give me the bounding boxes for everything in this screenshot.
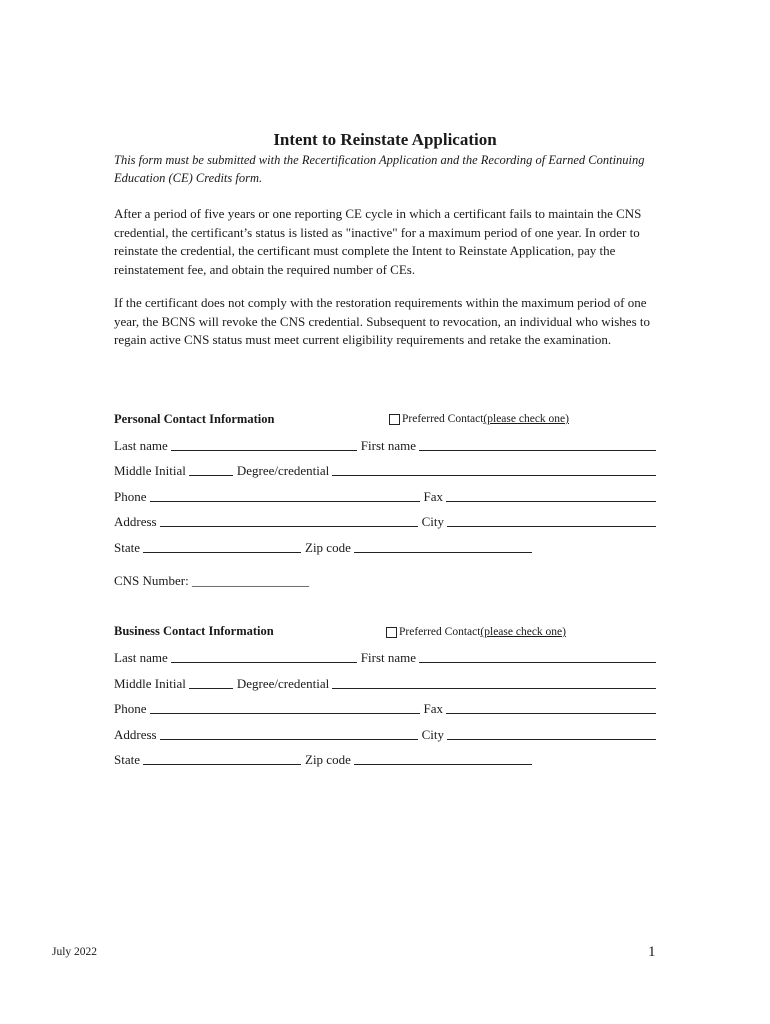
- personal-phone-field[interactable]: [150, 489, 420, 502]
- business-last-name-field[interactable]: [171, 650, 357, 663]
- middle-initial-label: Middle Initial: [114, 463, 186, 478]
- personal-zip-field[interactable]: [354, 540, 532, 553]
- preferred-label: Preferred Contact: [402, 413, 484, 425]
- personal-preferred-checkbox[interactable]: [389, 414, 400, 425]
- business-state-field[interactable]: [143, 752, 301, 765]
- fax-label: Fax: [423, 489, 443, 504]
- city-label: City: [421, 727, 445, 742]
- business-preferred-contact[interactable]: [386, 626, 566, 638]
- personal-address-row: [114, 512, 656, 530]
- phone-label: Phone: [114, 701, 147, 716]
- business-fax-field[interactable]: [446, 701, 656, 714]
- city-label: City: [421, 514, 445, 529]
- business-middle-row: [114, 674, 656, 692]
- personal-preferred-contact[interactable]: [389, 413, 569, 425]
- degree-label: Degree/credential: [236, 463, 330, 478]
- personal-phone-row: [114, 487, 656, 505]
- personal-state-row: [114, 538, 544, 556]
- paragraph-revocation: If the certificant does not comply with the restoration requirements within the maximum period of one year, the BCNS will revoke the CNS credential. Subsequent to revocation, an individual who wishes to regain active CNS status must meet current eligibility requirements and retake the examination.: [114, 295, 650, 347]
- first-name-label: First name: [360, 650, 417, 665]
- footer-date: July 2022: [52, 946, 98, 958]
- zip-label: Zip code: [305, 540, 351, 555]
- business-address-field[interactable]: [160, 727, 418, 740]
- business-preferred-checkbox[interactable]: [386, 627, 397, 638]
- personal-degree-field[interactable]: [332, 463, 656, 476]
- business-first-name-field[interactable]: [419, 650, 656, 663]
- personal-last-name-field[interactable]: [171, 438, 357, 451]
- zip-label: Zip code: [305, 752, 351, 767]
- business-degree-field[interactable]: [332, 676, 656, 689]
- address-label: Address: [114, 727, 157, 742]
- business-address-row: [114, 725, 656, 743]
- state-label: State: [114, 752, 140, 767]
- middle-initial-label: Middle Initial: [114, 676, 186, 691]
- degree-label: Degree/credential: [236, 676, 330, 691]
- business-name-row: [114, 648, 656, 666]
- business-state-row: [114, 750, 544, 768]
- cns-number-field[interactable]: CNS Number: __________________: [114, 573, 309, 588]
- business-heading: Business Contact Information: [114, 624, 274, 638]
- state-label: State: [114, 540, 140, 555]
- business-zip-field[interactable]: [354, 752, 532, 765]
- personal-state-field[interactable]: [143, 540, 301, 553]
- personal-address-field[interactable]: [160, 514, 418, 527]
- address-label: Address: [114, 514, 157, 529]
- paragraph-inactive-status: After a period of five years or one reporting CE cycle in which a certificant fails to maintain the CNS credential, the certificant’s status is listed as "inactive" for a maximum period of one year. In order to reinstate the credential, the certificant must complete the Intent to Reinstate Application, pay the reinstatement fee, and obtain the required number of CEs.: [114, 206, 642, 277]
- preferred-label: Preferred Contact: [399, 626, 481, 638]
- first-name-label: First name: [360, 438, 417, 453]
- business-city-field[interactable]: [447, 727, 656, 740]
- page-title: Intent to Reinstate Application: [273, 130, 497, 149]
- last-name-label: Last name: [114, 650, 168, 665]
- business-phone-field[interactable]: [150, 701, 420, 714]
- personal-first-name-field[interactable]: [419, 438, 656, 451]
- business-middle-initial-field[interactable]: [189, 676, 233, 689]
- check-one-hint: (please check one): [480, 626, 566, 638]
- personal-name-row: [114, 436, 656, 454]
- intro-text: This form must be submitted with the Recertification Application and the Recording of Earned Continuing Education (CE) Credits form.: [114, 153, 645, 185]
- personal-fax-field[interactable]: [446, 489, 656, 502]
- personal-middle-initial-field[interactable]: [189, 463, 233, 476]
- fax-label: Fax: [423, 701, 443, 716]
- check-one-hint: (please check one): [483, 413, 569, 425]
- last-name-label: Last name: [114, 438, 168, 453]
- phone-label: Phone: [114, 489, 147, 504]
- personal-middle-row: [114, 461, 656, 479]
- page-number: 1: [648, 944, 656, 960]
- personal-city-field[interactable]: [447, 514, 656, 527]
- business-phone-row: [114, 699, 656, 717]
- personal-heading: Personal Contact Information: [114, 412, 275, 426]
